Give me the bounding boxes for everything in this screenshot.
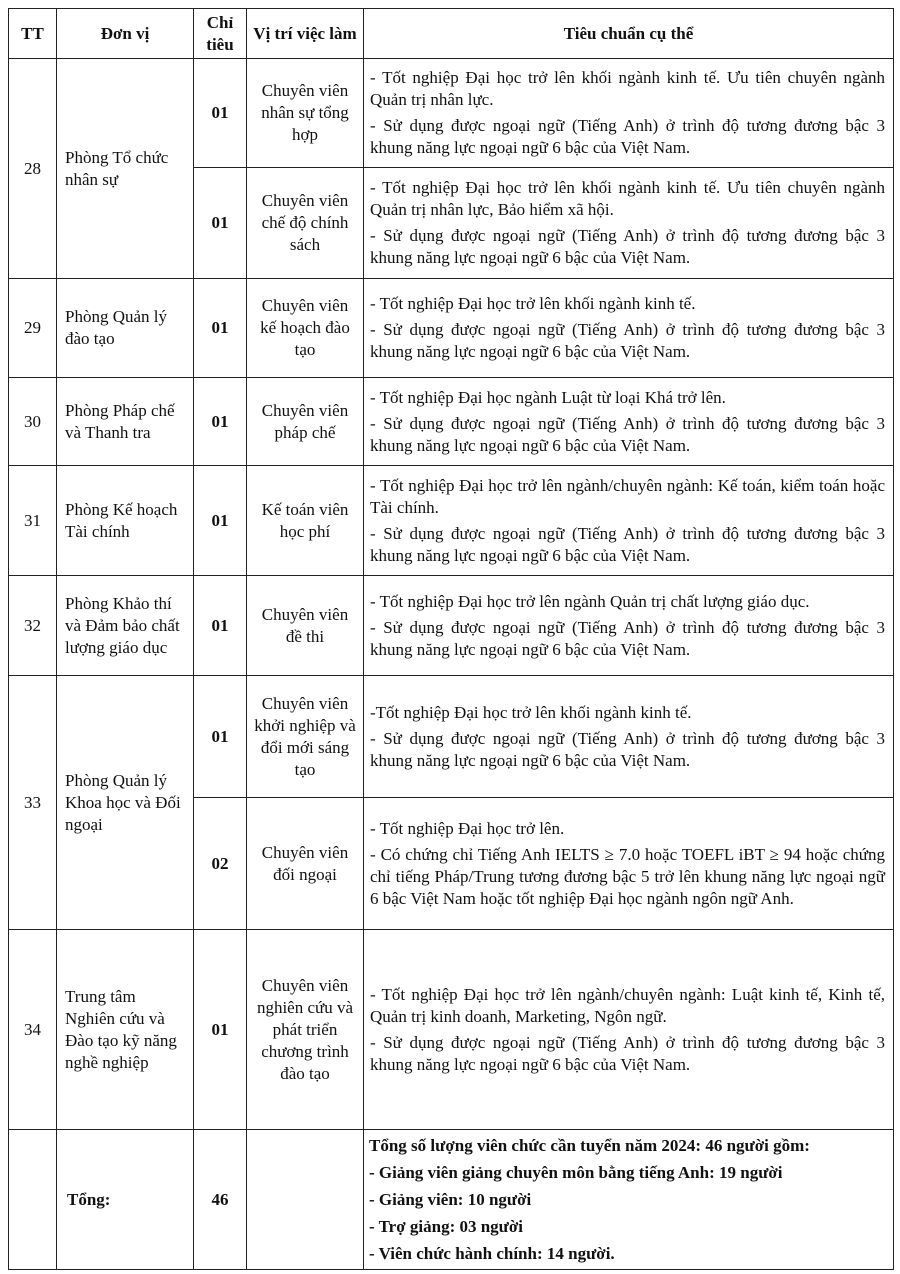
quota-value: 01 [194, 676, 247, 798]
requirement-item: - Tốt nghiệp Đại học trở lên. [370, 818, 565, 838]
position-name: Chuyên viên đối ngoại [247, 798, 364, 930]
requirement-item: - Tốt nghiệp Đại học trở lên ngành/chuyên ngành: Luật kinh tế, Kinh tế, Quản trị kinh doanh, Marketing, Ngôn ngữ. [370, 984, 885, 1026]
requirements-cell [364, 930, 894, 1130]
requirement-item: - Sử dụng được ngoại ngữ (Tiếng Anh) ở trình độ tương đương bậc 3 khung năng lực ngoại ngữ 6 bậc của Việt Nam. [370, 320, 885, 361]
row-number: 31 [9, 466, 57, 576]
header-requirements: Tiêu chuẩn cụ thể [364, 9, 894, 59]
unit-name: Phòng Khảo thí và Đảm bảo chất lượng giáo dục [57, 576, 194, 676]
total-quota: 46 [194, 1130, 247, 1270]
quota-value: 01 [194, 168, 247, 279]
requirements-cell [364, 168, 894, 279]
quota-value: 01 [194, 576, 247, 676]
unit-name: Phòng Quản lý Khoa học và Đối ngoại [57, 676, 194, 930]
total-summary [364, 1130, 894, 1270]
requirement-item: - Sử dụng được ngoại ngữ (Tiếng Anh) ở trình độ tương đương bậc 3 khung năng lực ngoại ngữ 6 bậc của Việt Nam. [370, 226, 885, 267]
requirements-cell [364, 466, 894, 576]
header-tt: TT [9, 9, 57, 59]
requirements-cell [364, 59, 894, 168]
unit-name: Phòng Pháp chế và Thanh tra [57, 378, 194, 466]
requirements-cell [364, 798, 894, 930]
requirement-item: - Tốt nghiệp Đại học trở lên khối ngành kinh tế. [370, 294, 696, 313]
quota-value: 01 [194, 466, 247, 576]
position-name: Kế toán viên học phí [247, 466, 364, 576]
header-unit: Đơn vị [57, 9, 194, 59]
header-row [9, 9, 894, 59]
requirement-item: - Tốt nghiệp Đại học ngành Luật từ loại Khá trở lên. [370, 387, 726, 407]
requirement-item: - Sử dụng được ngoại ngữ (Tiếng Anh) ở trình độ tương đương bậc 3 khung năng lực ngoại ngữ 6 bậc của Việt Nam. [370, 617, 885, 659]
position-name: Chuyên viên nghiên cứu và phát triển chương trình đào tạo [247, 930, 364, 1130]
quota-value: 01 [194, 378, 247, 466]
position-name: Chuyên viên đề thi [247, 576, 364, 676]
requirement-item: - Có chứng chỉ Tiếng Anh IELTS ≥ 7.0 hoặc TOEFL iBT ≥ 94 hoặc chứng chỉ tiếng Pháp/Trung tương đương bậc 5 trở lên khung năng lực ngoại ngữ 6 bậc Việt Nam hoặc tốt nghiệp Đại học ngành ngôn ngữ Anh. [370, 844, 885, 908]
position-name: Chuyên viên pháp chế [247, 378, 364, 466]
position-name: Chuyên viên nhân sự tổng hợp [247, 59, 364, 168]
position-name: Chuyên viên chế độ chính sách [247, 168, 364, 279]
table-body [9, 59, 894, 1270]
unit-name: Phòng Kế hoạch Tài chính [57, 466, 194, 576]
position-name: Chuyên viên kế hoạch đào tạo [247, 279, 364, 378]
requirements-cell [364, 576, 894, 676]
total-position-cell [247, 1130, 364, 1270]
table-row [9, 378, 894, 466]
row-number: 34 [9, 930, 57, 1130]
row-number: 30 [9, 378, 57, 466]
header-quota: Chỉ tiêu [194, 9, 247, 59]
position-name: Chuyên viên khởi nghiệp và đổi mới sáng tạo [247, 676, 364, 798]
unit-name: Phòng Quản lý đào tạo [57, 279, 194, 378]
quota-value: 02 [194, 798, 247, 930]
table-row [9, 59, 894, 168]
table-row [9, 576, 894, 676]
total-line: Tổng số lượng viên chức cần tuyển năm 2024: 46 người gồm: [369, 1136, 810, 1155]
requirement-item: -Tốt nghiệp Đại học trở lên khối ngành kinh tế. [370, 702, 692, 722]
row-number: 29 [9, 279, 57, 378]
requirement-item: - Tốt nghiệp Đại học trở lên ngành Quản trị chất lượng giáo dục. [370, 591, 810, 611]
total-line: - Trợ giảng: 03 người [369, 1217, 524, 1236]
requirement-item: - Tốt nghiệp Đại học trở lên khối ngành kinh tế. Ưu tiên chuyên ngành Quản trị nhân lực, Bảo hiểm xã hội. [370, 178, 885, 219]
requirements-cell [364, 378, 894, 466]
total-label: Tổng: [57, 1130, 194, 1270]
table-row [9, 930, 894, 1130]
requirements-cell [364, 676, 894, 798]
total-tt-cell [9, 1130, 57, 1270]
requirement-item: - Sử dụng được ngoại ngữ (Tiếng Anh) ở trình độ tương đương bậc 3 khung năng lực ngoại ngữ 6 bậc của Việt Nam. [370, 728, 885, 770]
unit-name: Phòng Tổ chức nhân sự [57, 59, 194, 279]
total-line: - Giảng viên giảng chuyên môn bằng tiếng Anh: 19 người [369, 1163, 783, 1182]
row-number: 33 [9, 676, 57, 930]
header-position: Vị trí việc làm [247, 9, 364, 59]
recruitment-table [8, 8, 894, 1270]
requirements-cell [364, 279, 894, 378]
quota-value: 01 [194, 930, 247, 1130]
quota-value: 01 [194, 59, 247, 168]
requirement-item: - Sử dụng được ngoại ngữ (Tiếng Anh) ở trình độ tương đương bậc 3 khung năng lực ngoại ngữ 6 bậc của Việt Nam. [370, 1032, 885, 1074]
table-row [9, 466, 894, 576]
requirement-item: - Sử dụng được ngoại ngữ (Tiếng Anh) ở trình độ tương đương bậc 3 khung năng lực ngoại ngữ 6 bậc của Việt Nam. [370, 413, 885, 455]
requirement-item: - Sử dụng được ngoại ngữ (Tiếng Anh) ở trình độ tương đương bậc 3 khung năng lực ngoại ngữ 6 bậc của Việt Nam. [370, 523, 885, 565]
unit-name: Trung tâm Nghiên cứu và Đào tạo kỹ năng nghề nghiệp [57, 930, 194, 1130]
requirement-item: - Sử dụng được ngoại ngữ (Tiếng Anh) ở trình độ tương đương bậc 3 khung năng lực ngoại ngữ 6 bậc của Việt Nam. [370, 116, 885, 157]
total-row [9, 1130, 894, 1270]
total-line: - Giảng viên: 10 người [369, 1190, 532, 1209]
quota-value: 01 [194, 279, 247, 378]
row-number: 28 [9, 59, 57, 279]
requirement-item: - Tốt nghiệp Đại học trở lên khối ngành kinh tế. Ưu tiên chuyên ngành Quản trị nhân lực. [370, 68, 885, 109]
requirement-item: - Tốt nghiệp Đại học trở lên ngành/chuyên ngành: Kế toán, kiểm toán hoặc Tài chính. [370, 475, 885, 517]
total-line: - Viên chức hành chính: 14 người. [369, 1244, 615, 1263]
table-row [9, 676, 894, 798]
row-number: 32 [9, 576, 57, 676]
table-row [9, 279, 894, 378]
